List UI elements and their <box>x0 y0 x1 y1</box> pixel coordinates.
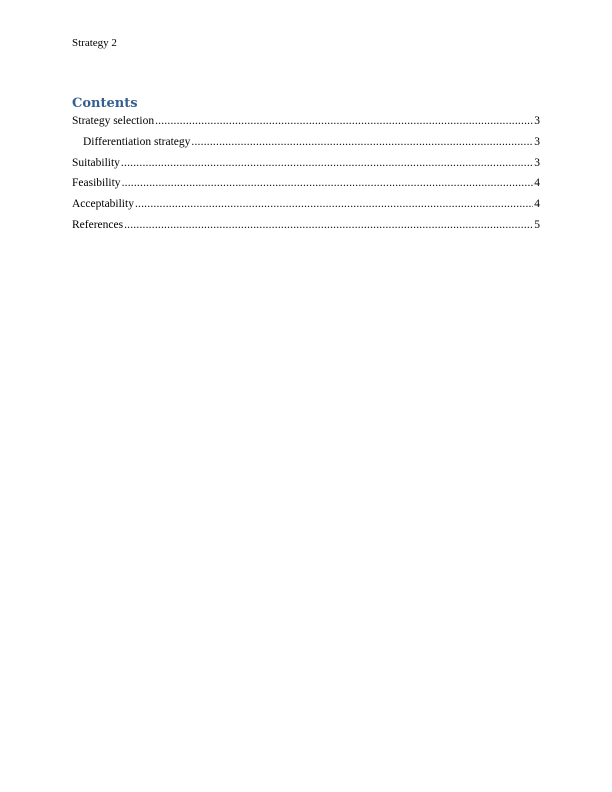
table-of-contents <box>72 114 540 239</box>
toc-page-number: 5 <box>534 218 540 231</box>
toc-page-number: 3 <box>534 115 540 127</box>
toc-entry-feasibility[interactable] <box>72 176 540 197</box>
toc-dot-leader <box>122 176 534 190</box>
toc-entry-differentiation-strategy[interactable] <box>72 135 540 156</box>
toc-entry-strategy-selection[interactable] <box>72 114 540 135</box>
toc-entry-label: Differentiation strategy <box>83 135 191 148</box>
toc-dot-leader <box>135 197 533 211</box>
toc-entry-suitability[interactable] <box>72 156 540 177</box>
toc-entry-label: Acceptability <box>72 198 134 211</box>
toc-entry-label: Strategy selection <box>72 115 155 127</box>
toc-entry-label: References <box>72 218 124 231</box>
toc-page-number: 4 <box>534 198 540 211</box>
toc-heading: Contents <box>72 96 138 111</box>
toc-dot-leader <box>124 218 533 232</box>
toc-dot-leader <box>191 135 533 149</box>
toc-dot-leader <box>155 114 533 128</box>
toc-dot-leader <box>121 156 533 170</box>
toc-entry-label: Suitability <box>72 156 120 169</box>
running-head: Strategy 2 <box>72 37 117 49</box>
toc-page-number: 4 <box>534 177 540 190</box>
toc-entry-references[interactable] <box>72 218 540 239</box>
toc-entry-label: Feasibility <box>72 177 121 190</box>
toc-page-number: 3 <box>534 156 540 169</box>
toc-page-number: 3 <box>534 135 540 148</box>
toc-entry-acceptability[interactable] <box>72 197 540 218</box>
